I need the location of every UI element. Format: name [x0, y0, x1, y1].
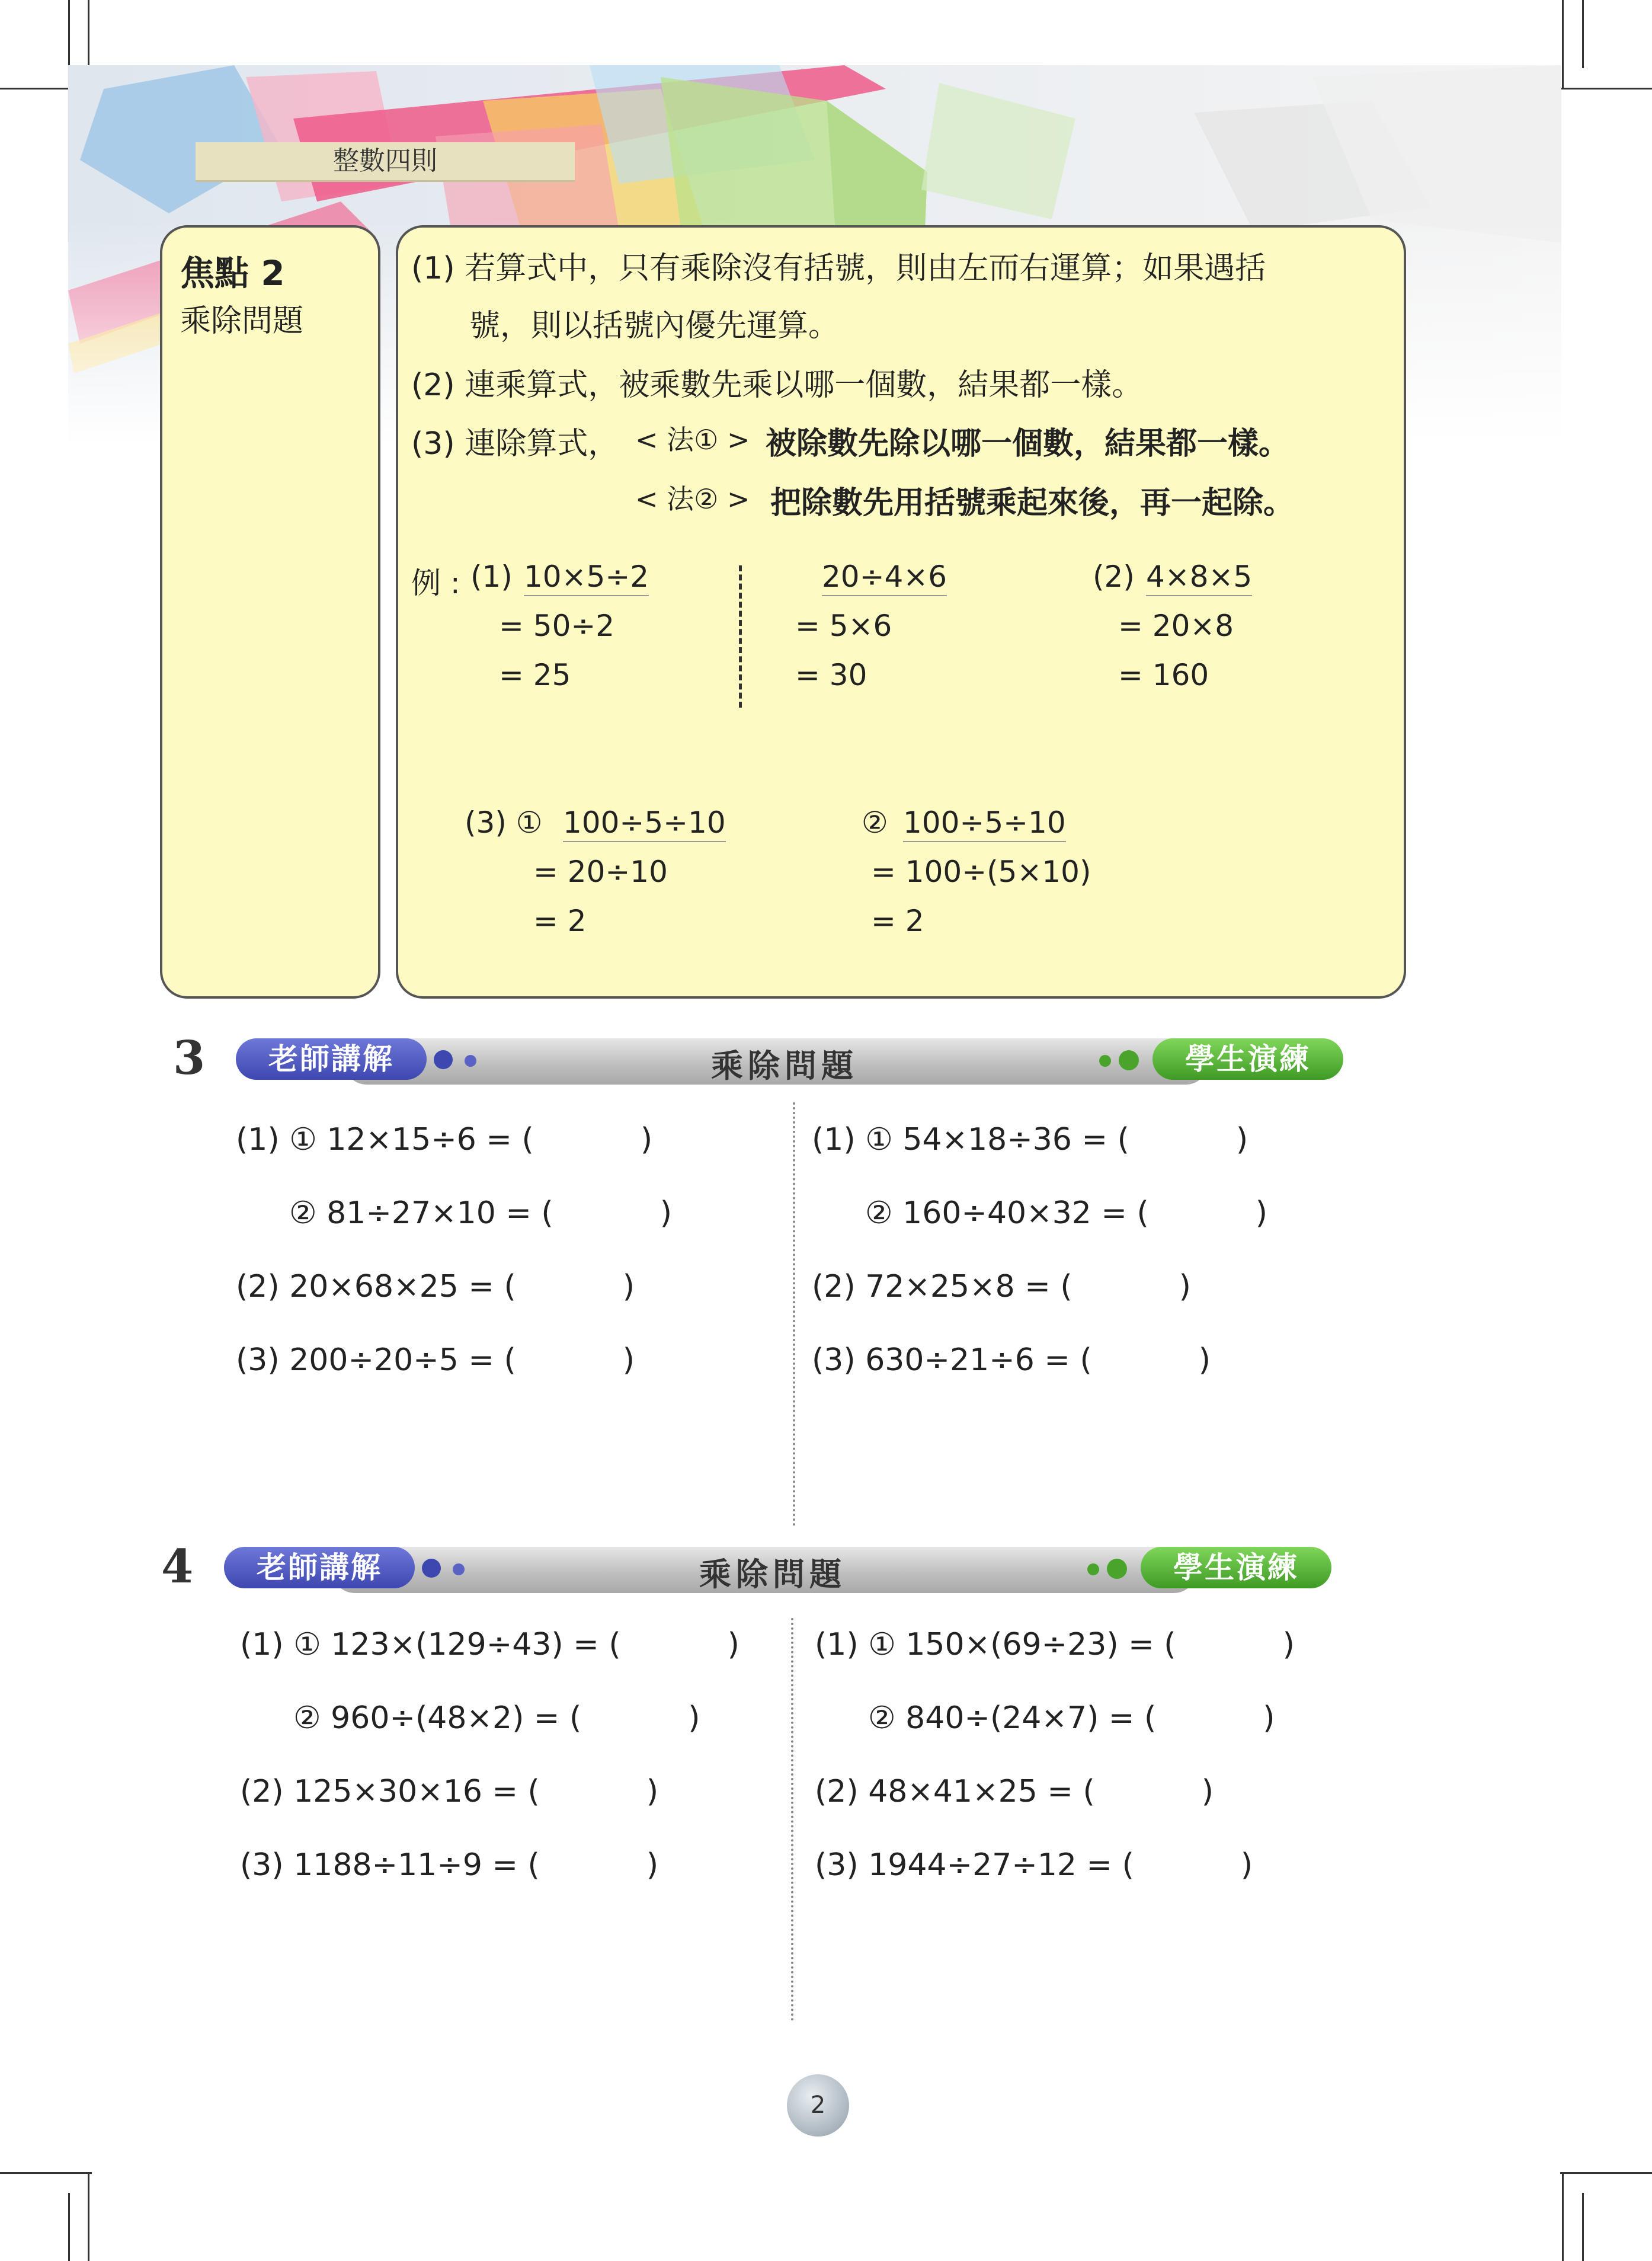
s3-left-q3-text: (3) 200÷20÷5 = ( [236, 1342, 516, 1378]
example-3a-line-2: = 20÷10 [533, 855, 668, 889]
example-3b-line-1: 100÷5÷10 [903, 805, 1066, 842]
example-1b-expr [822, 559, 947, 594]
s3-right-q3-text: (3) 630÷21÷6 = ( [812, 1342, 1092, 1378]
s4-left-q1b [293, 1700, 700, 1736]
example-1b-line-3: = 30 [795, 658, 867, 692]
s4-left-q2-text: (2) 125×30×16 = ( [240, 1774, 540, 1809]
example-1-line-3: = 25 [499, 658, 571, 692]
s4-right-q1b-close: ) [1263, 1700, 1275, 1736]
example-1-expr [524, 559, 649, 594]
s4-left-q2-close: ) [646, 1774, 659, 1809]
s4-right-q3-text: (3) 1944÷27÷12 = ( [815, 1847, 1134, 1883]
section-4-divider [791, 1618, 793, 2021]
section-3-dot-small [465, 1055, 476, 1067]
s3-left-q1a-text: (1) ① 12×15÷6 = ( [236, 1122, 534, 1157]
s3-left-q3-close: ) [622, 1342, 635, 1378]
example-2-label: (2) [1093, 559, 1135, 594]
s3-right-q1b-text: ② 160÷40×32 = ( [865, 1195, 1149, 1231]
s4-right-q1a-close: ) [1282, 1627, 1295, 1662]
s4-right-q1b-text: ② 840÷(24×7) = ( [868, 1700, 1157, 1736]
crop-mark-bl-v2 [68, 2193, 70, 2261]
s4-right-q3 [815, 1847, 1253, 1883]
s4-right-q2 [815, 1774, 1214, 1809]
example-3b-expr [903, 805, 1066, 840]
chapter-title: 整數四則 [196, 142, 575, 182]
s4-left-q2 [240, 1774, 658, 1809]
example-3b-line-3: = 2 [871, 904, 924, 938]
section-3-divider [793, 1102, 795, 1526]
focus-content-box [396, 225, 1406, 999]
example-1b-line-2: = 5×6 [795, 609, 892, 643]
s3-left-q2-text: (2) 20×68×25 = ( [236, 1269, 516, 1304]
s3-right-q1b-close: ) [1255, 1195, 1268, 1231]
s4-right-q3-close: ) [1240, 1847, 1253, 1883]
s3-left-q2 [236, 1269, 635, 1304]
section-4-teacher-pill: 老師講解 [224, 1547, 415, 1588]
example-1-line-2: = 50÷2 [499, 609, 615, 643]
section-3-dot-small-right [1099, 1055, 1111, 1067]
example-3b-label: ② [862, 805, 888, 840]
section-4-number: 4 [161, 1540, 194, 1594]
s4-right-q1a [815, 1627, 1295, 1662]
focus-label-box [160, 225, 380, 999]
s3-left-q1b-close: ) [659, 1195, 673, 1231]
section-3-dot-large-right [1119, 1050, 1139, 1070]
s3-right-q1b [865, 1195, 1267, 1231]
section-4-dot-small-right [1087, 1563, 1099, 1575]
s3-left-q1b-text: ② 81÷27×10 = ( [289, 1195, 553, 1231]
example-3a-label: (3) ① [465, 805, 543, 840]
section-3-dot-large [434, 1050, 453, 1069]
section-4-dot-large [422, 1559, 441, 1578]
s3-right-q1a-close: ) [1235, 1122, 1248, 1157]
section-4-dot-small [453, 1563, 465, 1575]
crop-mark-tl-v2 [68, 0, 70, 68]
method-2-tag: < 法② > [635, 483, 750, 515]
example-2-line-3: = 160 [1118, 658, 1209, 692]
example-3b-line-2: = 100÷(5×10) [871, 855, 1091, 889]
crop-mark-br-v2 [1582, 2193, 1584, 2261]
s4-left-q1a-text: (1) ① 123×(129÷43) = ( [240, 1627, 621, 1662]
s4-right-q2-close: ) [1201, 1774, 1214, 1809]
example-3a-expr [563, 805, 726, 840]
s3-left-q1b [289, 1195, 672, 1231]
s3-left-q3 [236, 1342, 635, 1378]
section-4-student-pill: 學生演練 [1141, 1547, 1331, 1588]
s4-left-q3-close: ) [646, 1847, 659, 1883]
s4-right-q1b [868, 1700, 1275, 1736]
s3-right-q3-close: ) [1198, 1342, 1211, 1378]
s4-left-q1a [240, 1627, 739, 1662]
crop-mark-bl-h [0, 2172, 92, 2174]
s3-right-q3 [812, 1342, 1211, 1378]
s3-left-q2-close: ) [622, 1269, 635, 1304]
method-1-text: 被除數先除以哪一個數，結果都一樣。 [766, 426, 1290, 462]
example-1-label: (1) [470, 559, 513, 594]
example-2-expr [1146, 559, 1252, 594]
example-label: 例 : [411, 566, 460, 600]
s3-right-q1a [812, 1122, 1248, 1157]
rule-1-line-2: 號，則以括號內優先運算。 [469, 308, 840, 344]
s4-left-q3 [240, 1847, 658, 1883]
crop-mark-br-v [1562, 2172, 1564, 2261]
example-3a-line-3: = 2 [533, 904, 587, 938]
section-4-title: 乘除問題 [699, 1556, 846, 1593]
crop-mark-tr-h [1560, 88, 1652, 89]
s3-right-q2 [812, 1269, 1191, 1304]
s3-right-q2-text: (2) 72×25×8 = ( [812, 1269, 1072, 1304]
focus-subtitle: 乘除問題 [180, 303, 304, 339]
example-1b-line-1: 20÷4×6 [822, 559, 947, 596]
section-3-number: 3 [173, 1031, 206, 1085]
example-2-line-1: 4×8×5 [1146, 559, 1252, 596]
s3-left-q1a-close: ) [640, 1122, 653, 1157]
example-divider [739, 565, 742, 708]
s4-left-q1b-close: ) [688, 1700, 700, 1736]
s3-right-q2-close: ) [1179, 1269, 1191, 1304]
example-2-line-2: = 20×8 [1118, 609, 1234, 643]
s3-right-q1a-text: (1) ① 54×18÷36 = ( [812, 1122, 1129, 1157]
method-2-text: 把除數先用括號乘起來後，再一起除。 [770, 485, 1295, 521]
s4-left-q1a-close: ) [727, 1627, 739, 1662]
page-number: 2 [787, 2074, 849, 2137]
crop-mark-tr-v2 [1582, 0, 1584, 68]
rule-2: (2) 連乘算式，被乘數先乘以哪一個數，結果都一樣。 [411, 367, 1143, 403]
example-3a-line-1: 100÷5÷10 [563, 805, 726, 842]
crop-mark-tr-v [1562, 0, 1564, 89]
section-3-student-pill: 學生演練 [1152, 1038, 1343, 1080]
method-1-tag: < 法① > [635, 424, 750, 456]
s3-left-q1a [236, 1122, 652, 1157]
section-4-dot-large-right [1107, 1559, 1127, 1579]
s4-left-q3-text: (3) 1188÷11÷9 = ( [240, 1847, 540, 1883]
focus-title: 焦點 2 [180, 253, 285, 293]
crop-mark-bl-v [88, 2172, 89, 2261]
section-3-title: 乘除問題 [711, 1047, 858, 1085]
s4-left-q1b-text: ② 960÷(48×2) = ( [293, 1700, 582, 1736]
rule-1-line-1: (1) 若算式中，只有乘除沒有括號，則由左而右運算；如果遇括 [411, 251, 1266, 286]
example-1-line-1: 10×5÷2 [524, 559, 649, 596]
s4-right-q1a-text: (1) ① 150×(69÷23) = ( [815, 1627, 1176, 1662]
section-3-teacher-pill: 老師講解 [236, 1038, 427, 1080]
rule-3-lead: (3) 連除算式， [411, 426, 619, 462]
s4-right-q2-text: (2) 48×41×25 = ( [815, 1774, 1095, 1809]
crop-mark-br-h [1560, 2172, 1652, 2174]
